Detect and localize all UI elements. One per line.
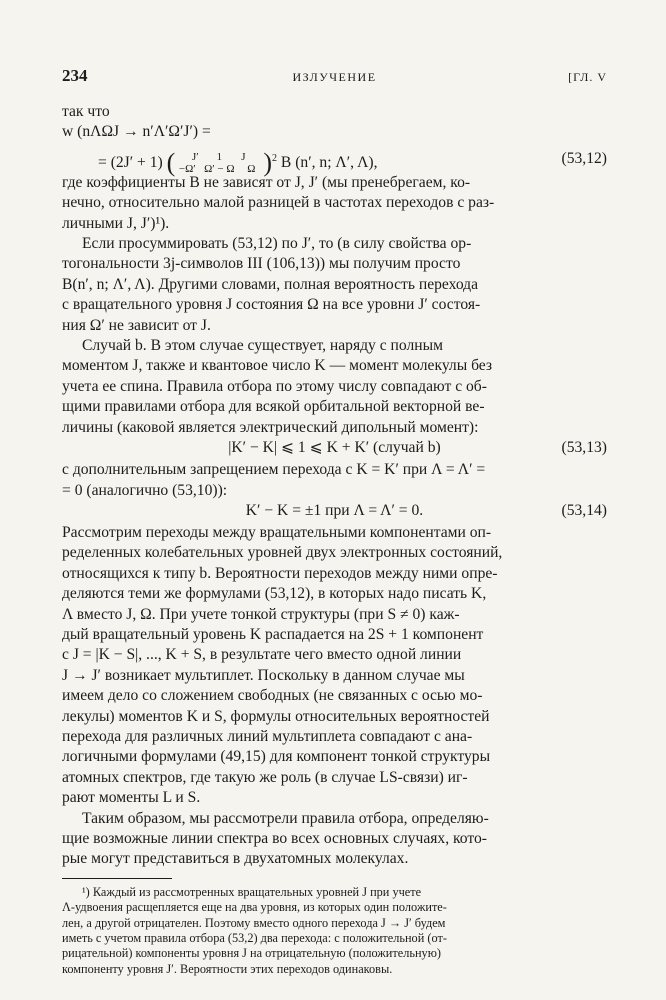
- w-top-3: J: [241, 151, 246, 164]
- equation-body: [98, 149, 377, 177]
- text-line: моментом J, также и квантовое число K — момент молекулы без: [62, 357, 493, 375]
- equation-53-13: [62, 438, 607, 460]
- page-header: [62, 66, 607, 90]
- footnote: [62, 885, 607, 977]
- right-paren: ): [263, 148, 272, 178]
- equation-body: K′ − K = ±1 при Λ = Λ′ = 0.: [245, 501, 424, 519]
- text-line: атомных спектров, где такую же роль (в случае LS-связи) иг-: [62, 768, 468, 786]
- running-title: ИЗЛУЧЕНИЕ: [292, 70, 377, 84]
- paragraph-start: Таким образом, мы рассмотрели правила отбора, определяю-: [82, 809, 489, 827]
- w-top-1: J′: [191, 151, 199, 164]
- text-line: имеем дело со сложением свободных (не связанных с осью мо-: [62, 687, 483, 705]
- text-line: тогональности 3j-символов III (106,13)) мы получим просто: [62, 255, 461, 273]
- footnote-line: Λ-удвоения расщепляется еще на два уровня, из которых один положите-: [62, 900, 447, 915]
- wigner-3j-symbol: [175, 151, 263, 175]
- equation-b-term: B (n′, n; Λ′, Λ),: [280, 154, 378, 171]
- text-line: деляются теми же формулами (53,12), в которых надо писать K,: [62, 585, 487, 603]
- text-line: ределенных колебательных уровней двух электронных состояний,: [62, 544, 503, 562]
- text-line: рают моменты L и S.: [62, 789, 201, 807]
- text-line: щие возможные линии спектра во всех основных случаях, кото-: [62, 830, 487, 847]
- text-line: с дополнительным запрещением перехода с K = K′ при Λ = Λ′ =: [62, 461, 486, 479]
- w-bot-1: −Ω′: [178, 163, 196, 176]
- paragraph-start: Если просуммировать (53,12) по J′, то (в силу свойства ор-: [82, 235, 472, 253]
- equation-number: (53,14): [561, 501, 607, 519]
- w-bot-2: Ω′ − Ω: [204, 163, 235, 176]
- text-line: с J = |K − S|, ..., K + S, в результате чего вместо одной линии: [62, 646, 462, 664]
- text-line: нечно, относительно малой разницей в частотах переходов с раз-: [62, 194, 495, 212]
- main-text: [62, 102, 607, 870]
- text-line: учета ее спина. Правила отбора по этому числу совпадают с об-: [62, 377, 487, 395]
- text-line: Λ вместо J, Ω. При учете тонкой структуры (при S ≠ 0) каж-: [62, 605, 460, 623]
- text-line: дый вращательный уровень K распадается на 2S + 1 компонент: [62, 625, 484, 643]
- text-line: = 0 (аналогично (53,10)):: [62, 481, 228, 499]
- text-line: J → J′ возникает мультиплет. Поскольку в данном случае мы: [62, 666, 465, 684]
- equation-53-12: [62, 143, 607, 178]
- text-line: щими правилами отбора для всякой орбитальной векторной ве-: [62, 398, 485, 416]
- w-bot-3: Ω: [247, 163, 256, 176]
- text-line: B(n′, n; Λ′, Λ). Другими словами, полная вероятность перехода: [62, 275, 479, 293]
- paragraph-start: Случай b. В этом случае существует, наряду с полным: [82, 337, 443, 355]
- text-line: ния Ω′ не зависит от J.: [62, 316, 211, 334]
- left-paren: (: [166, 148, 176, 178]
- text-line: так что: [62, 103, 110, 120]
- footnote-rule: [62, 878, 172, 879]
- text-line: с вращательного уровня J состояния Ω на все уровни J′ состоя-: [62, 296, 481, 314]
- text-line: личины (каковой является электрический дипольный момент):: [62, 418, 479, 436]
- text-line: личными J, J′)¹).: [62, 214, 170, 232]
- page-number: 234: [62, 66, 88, 85]
- footnote-line: иметь с учетом правила отбора (53,2) два перехода: с положительной (от-: [62, 931, 447, 946]
- book-page: [62, 66, 607, 977]
- equation-number: (53,12): [561, 149, 607, 167]
- square-exponent: 2: [272, 152, 277, 164]
- footnote-line: ¹) Каждый из рассмотренных вращательных уровней J при учете: [82, 884, 422, 899]
- footnote-line: лен, а другой отрицателен. Поэтому вместо одного перехода J → J′ будем: [62, 915, 446, 930]
- text-line: относящихся к типу b. Вероятности переходов между ними опре-: [62, 564, 498, 582]
- text-line: рые могут представиться в двухатомных молекулах.: [62, 850, 409, 868]
- chapter-reference: [ГЛ. V: [568, 70, 607, 84]
- w-top-2: 1: [216, 151, 223, 164]
- equation-number: (53,13): [561, 439, 607, 457]
- equation-53-12-lhs: w (nΛΩJ → n′Λ′Ω′J′) =: [62, 123, 211, 141]
- text-line: логичными формулами (49,15) для компонент тонкой структуры: [62, 748, 491, 766]
- equation-prefactor: = (2J′ + 1): [98, 154, 163, 171]
- equation-body: |K′ − K| ⩽ 1 ⩽ K + K′ (случай b): [228, 439, 441, 457]
- text-line: где коэффициенты B не зависят от J, J′ (мы пренебрегаем, ко-: [62, 173, 471, 191]
- footnote-line: компоненту уровня J′. Вероятности этих переходов одинаковы.: [62, 961, 393, 976]
- equation-53-14: [62, 501, 607, 523]
- text-line: перехода для различных линий мультиплета совпадают с ана-: [62, 727, 473, 745]
- footnote-line: рицательной) компоненты уровня J на отрицательную (положительную): [62, 946, 441, 961]
- text-line: лекулы) моментов K и S, формулы относительных вероятностей: [62, 707, 490, 725]
- text-line: Рассмотрим переходы между вращательными компонентами оп-: [62, 523, 492, 541]
